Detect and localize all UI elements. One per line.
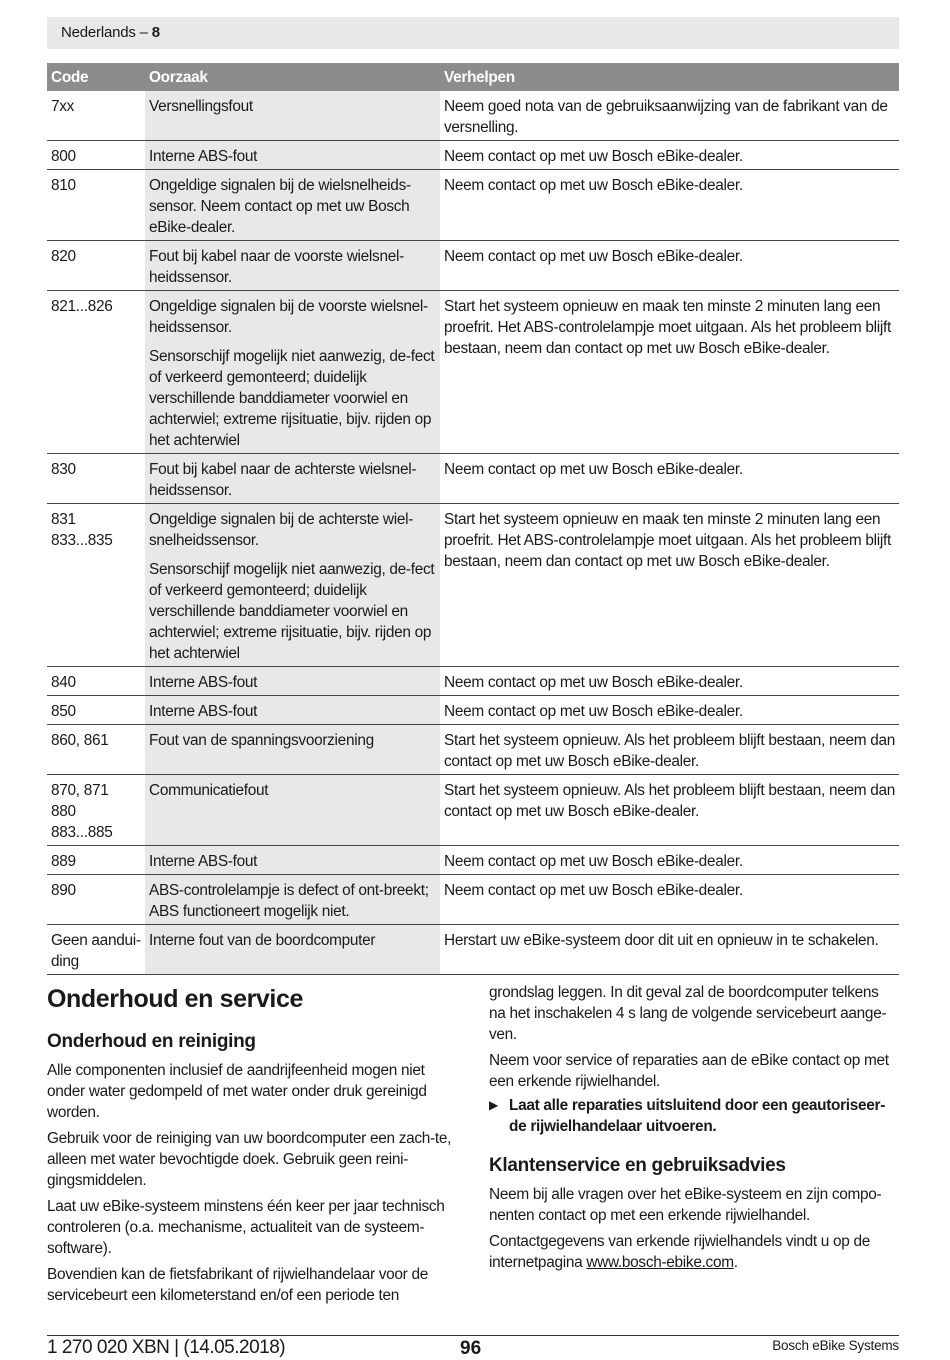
code-text <box>51 701 141 722</box>
error-code-table <box>47 63 899 975</box>
cause-cell <box>145 667 440 696</box>
cause-text: Fout van de spanningsvoorziening <box>149 732 374 749</box>
table-row <box>47 725 899 775</box>
code-value: 840 <box>51 674 76 691</box>
column-header-remedy: Verhelpen <box>440 63 899 91</box>
code-value: 7xx <box>51 98 75 115</box>
maintenance-section <box>47 982 457 1311</box>
contact-text-end: . <box>733 1254 738 1271</box>
code-cell <box>47 170 145 241</box>
footer-brand: Bosch eBike Systems <box>772 1338 899 1353</box>
remedy-text: Start het systeem opnieuw. Als het probleem blijft bestaan, neem dan contact op met uw Bosch eBike-dealer. <box>444 782 895 820</box>
cause-cell <box>145 775 440 846</box>
column-header-cause: Oorzaak <box>145 63 440 91</box>
table-row <box>47 141 899 170</box>
bosch-ebike-link[interactable]: www.bosch-ebike.com <box>586 1254 734 1271</box>
table-row <box>47 291 899 454</box>
arrow-right-icon: ▶ <box>489 1098 498 1112</box>
cause-text: Sensorschijf mogelijk niet aanwezig, de-fect of verkeerd gemonteerd; duidelijk verschillende banddiameter voorwiel en achterwiel; extreme rijsituatie, bijv. rijden op het achterwiel <box>149 561 435 662</box>
code-value: Geen aandui-ding <box>51 932 141 970</box>
code-text <box>51 96 141 117</box>
code-value: 880 <box>51 803 76 820</box>
code-cell <box>47 875 145 925</box>
code-cell <box>47 291 145 454</box>
cause-text: Ongeldige signalen bij de wielsnelheids-sensor. Neem contact op met uw Bosch eBike-dealer. <box>149 177 411 236</box>
remedy-text: Start het systeem opnieuw. Als het probleem blijft bestaan, neem dan contact op met uw Bosch eBike-dealer. <box>444 732 895 770</box>
customer-service-paragraph: Neem bij alle vragen over het eBike-systeem en zijn compo-nenten contact op met een erkende rijwielhandel. <box>489 1186 882 1224</box>
remedy-text: Neem contact op met uw Bosch eBike-dealer. <box>444 703 743 720</box>
footer-doc-id: 1 270 020 XBN | (14.05.2018) <box>47 1337 286 1358</box>
remedy-cell <box>440 925 899 975</box>
cause-cell <box>145 925 440 975</box>
code-value: 860, 861 <box>51 732 109 749</box>
table-row <box>47 696 899 725</box>
cause-cell <box>145 291 440 454</box>
code-value: 890 <box>51 882 76 899</box>
table-body <box>47 91 899 975</box>
maintenance-paragraph-continued: Neem voor service of reparaties aan de eBike contact op met een erkende rijwielhandel. <box>489 1052 889 1090</box>
cause-cell <box>145 241 440 291</box>
code-value: 850 <box>51 703 76 720</box>
subsection-title: Onderhoud en reiniging <box>47 1031 256 1052</box>
code-value: 810 <box>51 177 76 194</box>
table-header-row <box>47 63 899 91</box>
maintenance-paragraph: Laat uw eBike-systeem minstens één keer per jaar technisch controleren (o.a. mechanisme, actualiteit van de systeem-software). <box>47 1198 445 1257</box>
table-row <box>47 846 899 875</box>
code-cell <box>47 91 145 141</box>
maintenance-paragraph: Bovendien kan de fietsfabrikant of rijwielhandelaar voor de servicebeurt een kilometerstand en/of een periode ten <box>47 1266 428 1304</box>
table-row <box>47 454 899 504</box>
cause-cell <box>145 846 440 875</box>
cause-text: ABS-controlelampje is defect of ont-breekt; ABS functioneert mogelijk niet. <box>149 882 429 920</box>
cause-cell <box>145 696 440 725</box>
page-header <box>47 17 899 49</box>
cause-cell <box>145 875 440 925</box>
code-cell <box>47 141 145 170</box>
cause-text: Communicatiefout <box>149 782 269 799</box>
remedy-text: Start het systeem opnieuw en maak ten minste 2 minuten lang een proefrit. Het ABS-controlelampje moet uitgaan. Als het probleem blijft bestaan, neem dan contact op met uw Bosch eBike-dealer. <box>444 298 891 357</box>
remedy-text: Neem goed nota van de gebruiksaanwijzing van de fabrikant van de versnelling. <box>444 98 888 136</box>
maintenance-paragraph: Gebruik voor de reiniging van uw boordcomputer een zach-te, alleen met water bevochtigde doek. Gebruik geen reini-gingsmiddelen. <box>47 1130 452 1189</box>
code-text <box>51 146 141 167</box>
code-cell <box>47 241 145 291</box>
remedy-text: Herstart uw eBike-systeem door dit uit en opnieuw in te schakelen. <box>444 932 879 949</box>
code-cell <box>47 846 145 875</box>
repair-note-text: Laat alle reparaties uitsluitend door een geautoriseer-de rijwielhandelaar uitvoeren. <box>509 1097 886 1135</box>
cause-text: Interne ABS-fout <box>149 853 258 870</box>
code-value: 830 <box>51 461 76 478</box>
remedy-cell <box>440 170 899 241</box>
cause-text: Versnellingsfout <box>149 98 253 115</box>
cause-text: Fout bij kabel naar de achterste wielsnel-heidssensor. <box>149 461 417 499</box>
maintenance-paragraph-continued: grondslag leggen. In dit geval zal de boordcomputer telkens na het inschakelen 4 s lang de volgende servicebeurt aange-ven. <box>489 984 887 1043</box>
table-row <box>47 170 899 241</box>
cause-text: Ongeldige signalen bij de voorste wielsnel-heidssensor. <box>149 298 428 336</box>
code-value: 889 <box>51 853 76 870</box>
remedy-text: Start het systeem opnieuw en maak ten minste 2 minuten lang een proefrit. Het ABS-controlelampje moet uitgaan. Als het probleem blijft bestaan, neem dan contact op met uw Bosch eBike-dealer. <box>444 511 891 570</box>
cause-cell <box>145 170 440 241</box>
code-text <box>51 509 141 551</box>
table-row <box>47 875 899 925</box>
footer-divider <box>47 1335 899 1336</box>
header-language: Nederlands <box>61 24 136 41</box>
code-value: 820 <box>51 248 76 265</box>
code-text <box>51 459 141 480</box>
remedy-text: Neem contact op met uw Bosch eBike-dealer. <box>444 853 743 870</box>
code-text <box>51 930 141 972</box>
remedy-cell <box>440 504 899 667</box>
code-text <box>51 730 141 751</box>
code-value: 800 <box>51 148 76 165</box>
section-title: Onderhoud en service <box>47 985 303 1013</box>
table-row <box>47 925 899 975</box>
code-text <box>51 780 141 843</box>
code-cell <box>47 504 145 667</box>
cause-text: Fout bij kabel naar de voorste wielsnel-heidssensor. <box>149 248 404 286</box>
code-cell <box>47 454 145 504</box>
remedy-cell <box>440 91 899 141</box>
table-row <box>47 91 899 141</box>
code-text <box>51 175 141 196</box>
table-row <box>47 504 899 667</box>
code-cell <box>47 696 145 725</box>
code-cell <box>47 725 145 775</box>
remedy-text: Neem contact op met uw Bosch eBike-dealer. <box>444 248 743 265</box>
code-cell <box>47 925 145 975</box>
cause-cell <box>145 504 440 667</box>
contact-text: Contactgegevens van erkende rijwielhandels vindt u op de internetpagina <box>489 1233 871 1271</box>
code-text <box>51 880 141 901</box>
repair-note <box>489 1095 899 1137</box>
remedy-text: Neem contact op met uw Bosch eBike-dealer. <box>444 461 743 478</box>
remedy-cell <box>440 775 899 846</box>
code-value: 870, 871 <box>51 782 109 799</box>
cause-text: Interne ABS-fout <box>149 148 258 165</box>
header-separator: – <box>135 24 152 41</box>
footer-page-number: 96 <box>460 1338 482 1359</box>
table-row <box>47 775 899 846</box>
code-value: 833...835 <box>51 532 113 549</box>
code-cell <box>47 667 145 696</box>
remedy-text: Neem contact op met uw Bosch eBike-dealer. <box>444 882 743 899</box>
cause-text: Interne ABS-fout <box>149 674 258 691</box>
code-cell <box>47 775 145 846</box>
cause-text: Interne ABS-fout <box>149 703 258 720</box>
remedy-cell <box>440 241 899 291</box>
customer-service-contact <box>489 1231 899 1273</box>
code-value: 831 <box>51 511 76 528</box>
maintenance-paragraph: Alle componenten inclusief de aandrijfeenheid mogen niet onder water gedompeld of met water onder druk gereinigd worden. <box>47 1062 427 1121</box>
code-text <box>51 296 141 317</box>
remedy-text: Neem contact op met uw Bosch eBike-dealer. <box>444 674 743 691</box>
remedy-cell <box>440 141 899 170</box>
remedy-cell <box>440 725 899 775</box>
code-value: 883...885 <box>51 824 113 841</box>
table-row <box>47 241 899 291</box>
remedy-text: Neem contact op met uw Bosch eBike-dealer. <box>444 177 743 194</box>
column-header-code: Code <box>47 63 145 91</box>
customer-service-title: Klantenservice en gebruiksadvies <box>489 1155 786 1176</box>
remedy-cell <box>440 875 899 925</box>
table-row <box>47 667 899 696</box>
code-text <box>51 246 141 267</box>
cause-text: Ongeldige signalen bij de achterste wiel-snelheidssensor. <box>149 511 414 549</box>
code-text <box>51 672 141 693</box>
remedy-text: Neem contact op met uw Bosch eBike-dealer. <box>444 148 743 165</box>
remedy-cell <box>440 846 899 875</box>
remedy-cell <box>440 667 899 696</box>
right-column <box>489 982 899 1278</box>
remedy-cell <box>440 291 899 454</box>
code-value: 821...826 <box>51 298 113 315</box>
cause-cell <box>145 725 440 775</box>
cause-text: Interne fout van de boordcomputer <box>149 932 376 949</box>
cause-cell <box>145 91 440 141</box>
remedy-cell <box>440 454 899 504</box>
cause-cell <box>145 141 440 170</box>
remedy-cell <box>440 696 899 725</box>
code-text <box>51 851 141 872</box>
cause-text: Sensorschijf mogelijk niet aanwezig, de-fect of verkeerd gemonteerd; duidelijk verschillende banddiameter voorwiel en achterwiel; extreme rijsituatie, bijv. rijden op het achterwiel <box>149 348 435 449</box>
cause-cell <box>145 454 440 504</box>
header-section-number: 8 <box>151 24 160 41</box>
